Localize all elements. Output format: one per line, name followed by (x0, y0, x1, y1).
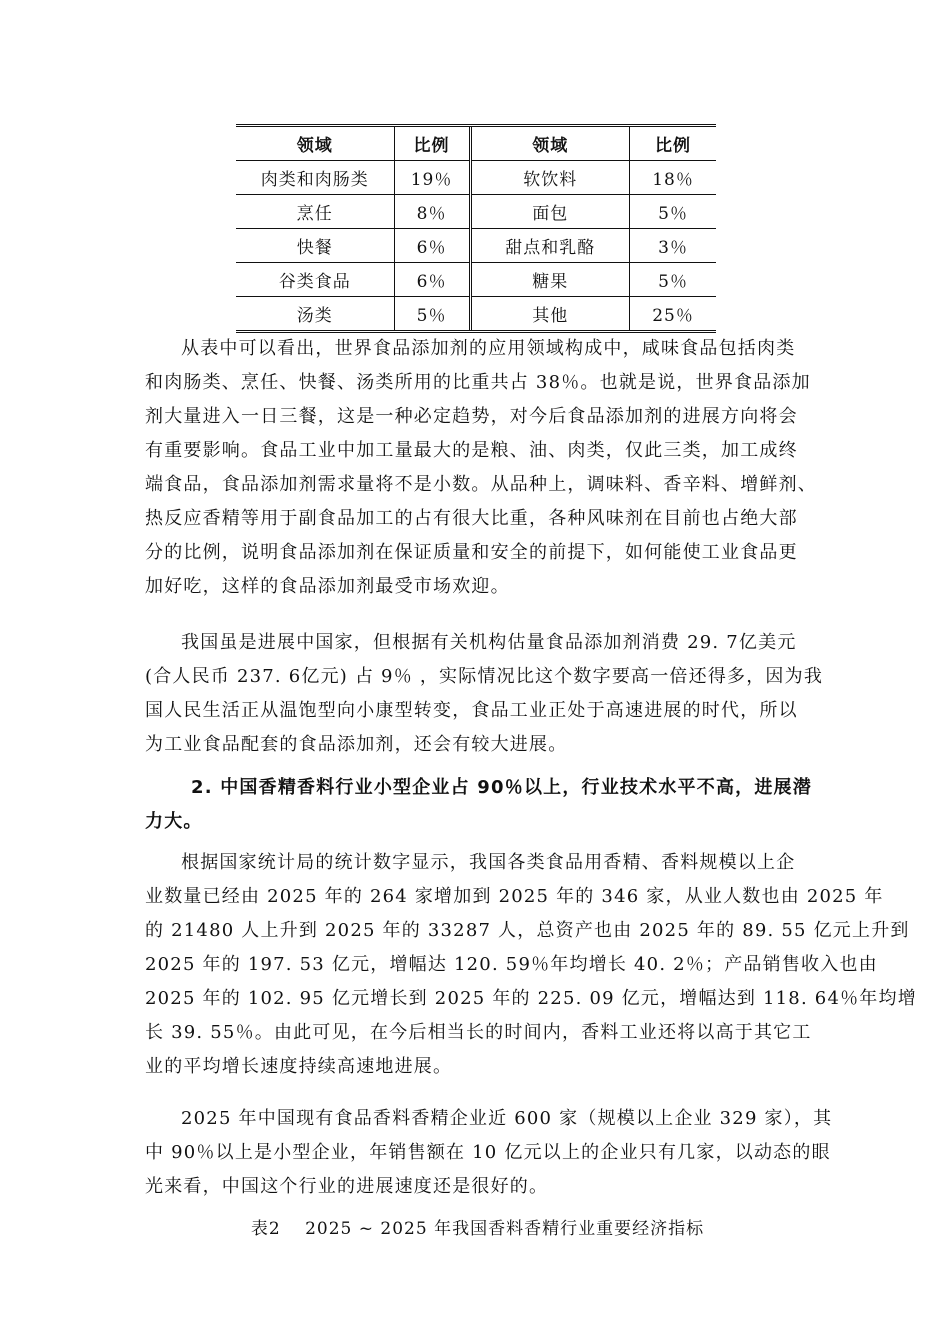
table-cell: 汤类 (236, 297, 394, 331)
table-cell: 甜点和乳酪 (470, 229, 630, 263)
table-row (236, 195, 716, 229)
table-cell: 软饮料 (470, 161, 630, 195)
text-line: 为工业食品配套的食品添加剂，还会有较大进展。 (145, 734, 568, 755)
text-line: (合人民币 237. 6亿元) 占 9％ ，实际情况比这个数字要高一倍还得多，因为我 (145, 666, 824, 687)
table-cell: 5％ (630, 195, 716, 229)
text-line: 分的比例，说明食品添加剂在保证质量和安全的前提下，如何能使工业食品更 (145, 542, 798, 563)
text-line: 根据国家统计局的统计数字显示，我国各类食品用香精、香料规模以上企 (181, 852, 796, 873)
text-line: 剂大量进入一日三餐，这是一种必定趋势，对今后食品添加剂的进展方向将会 (145, 406, 798, 427)
paragraph-china-consumption (145, 626, 824, 762)
text-line: 光来看，中国这个行业的进展速度还是很好的。 (145, 1176, 549, 1197)
table-row (236, 263, 716, 297)
table-header-cell: 领域 (236, 127, 394, 161)
table-cell: 25％ (652, 306, 694, 326)
paragraph-enterprise-count (145, 1102, 833, 1204)
table-cell: 糖果 (470, 263, 630, 297)
text-line: 长 39. 55％。由此可见，在今后相当长的时间内，香料工业还将以高于其它工 (145, 1022, 812, 1043)
table-header-row (236, 127, 716, 161)
paragraph-industry-statistics (145, 846, 917, 1084)
text-line: 的 21480 人上升到 2025 年的 33287 人，总资产也由 2025 年的 89. 55 亿元上升到 (145, 920, 910, 941)
paragraph-application-fields (145, 332, 817, 604)
text-line: 从表中可以看出，世界食品添加剂的应用领域构成中，咸味食品包括肉类 (181, 338, 796, 359)
text-line: 业数量已经由 2025 年的 264 家增加到 2025 年的 346 家，从业人数也由 2025 年 (145, 886, 884, 907)
text-line: 有重要影响。食品工业中加工量最大的是粮、油、肉类，仅此三类，加工成终 (145, 440, 798, 461)
text-line: 中 90％以上是小型企业，年销售额在 10 亿元以上的企业只有几家，以动态的眼 (145, 1142, 831, 1163)
table-cell: 快餐 (236, 229, 394, 263)
table-header-cell: 领域 (470, 127, 630, 161)
table-cell: 3％ (630, 229, 716, 263)
text-line: 2025 年的 102. 95 亿元增长到 2025 年的 225. 09 亿元，增幅达到 118. 64％年均增 (145, 988, 917, 1009)
text-line: 加好吃，这样的食品添加剂最受市场欢迎。 (145, 576, 510, 597)
table-cell: 面包 (470, 195, 630, 229)
table-cell: 5％ (394, 297, 470, 331)
section-heading (145, 771, 810, 839)
text-line: 端食品，食品添加剂需求量将不是小数。从品种上，调味料、香辛料、增鲜剂、 (145, 474, 817, 495)
heading-line: 力大。 (145, 811, 203, 832)
text-line: 2025 年的 197. 53 亿元，增幅达 120. 59％年均增长 40. 2％；产品销售收入也由 (145, 954, 878, 975)
text-line: 业的平均增长速度持续高速地进展。 (145, 1056, 453, 1077)
heading-line: 2. 中国香精香料行业小型企业占 90％以上，行业技术水平不高，进展潜 (191, 777, 812, 798)
table-cell: 19％ (394, 161, 470, 195)
text-line: 和肉肠类、烹任、快餐、汤类所用的比重共占 38％。也就是说，世界食品添加 (145, 372, 811, 393)
text-line: 国人民生活正从温饱型向小康型转变，食品工业正处于高速进展的时代，所以 (145, 700, 798, 721)
text-line: 我国虽是进展中国家，但根据有关机构估量食品添加剂消费 29. 7亿美元 (181, 632, 797, 653)
table-cell: 8％ (394, 195, 470, 229)
table-caption: 表2 2025 ~ 2025 年我国香料香精行业重要经济指标 (250, 1219, 705, 1239)
table-header-cell: 比例 (394, 127, 470, 161)
table-cell: 5％ (630, 263, 716, 297)
table-cell: 6％ (394, 229, 470, 263)
table-cell: 肉类和肉肠类 (236, 161, 394, 195)
text-line: 2025 年中国现有食品香料香精企业近 600 家（规模以上企业 329 家），其 (181, 1108, 833, 1129)
table-row (236, 161, 716, 195)
application-field-table (236, 124, 716, 333)
table-row (236, 229, 716, 263)
table-cell: 6％ (394, 263, 470, 297)
table-cell: 烹任 (236, 195, 394, 229)
text-line: 热反应香精等用于副食品加工的占有很大比重，各种风味剂在目前也占绝大部 (145, 508, 798, 529)
table-cell: 18％ (630, 161, 716, 195)
table-cell: 谷类食品 (236, 263, 394, 297)
table-header-cell: 比例 (630, 127, 716, 161)
table-row (236, 297, 716, 331)
table-cell: 其他 (470, 297, 630, 331)
